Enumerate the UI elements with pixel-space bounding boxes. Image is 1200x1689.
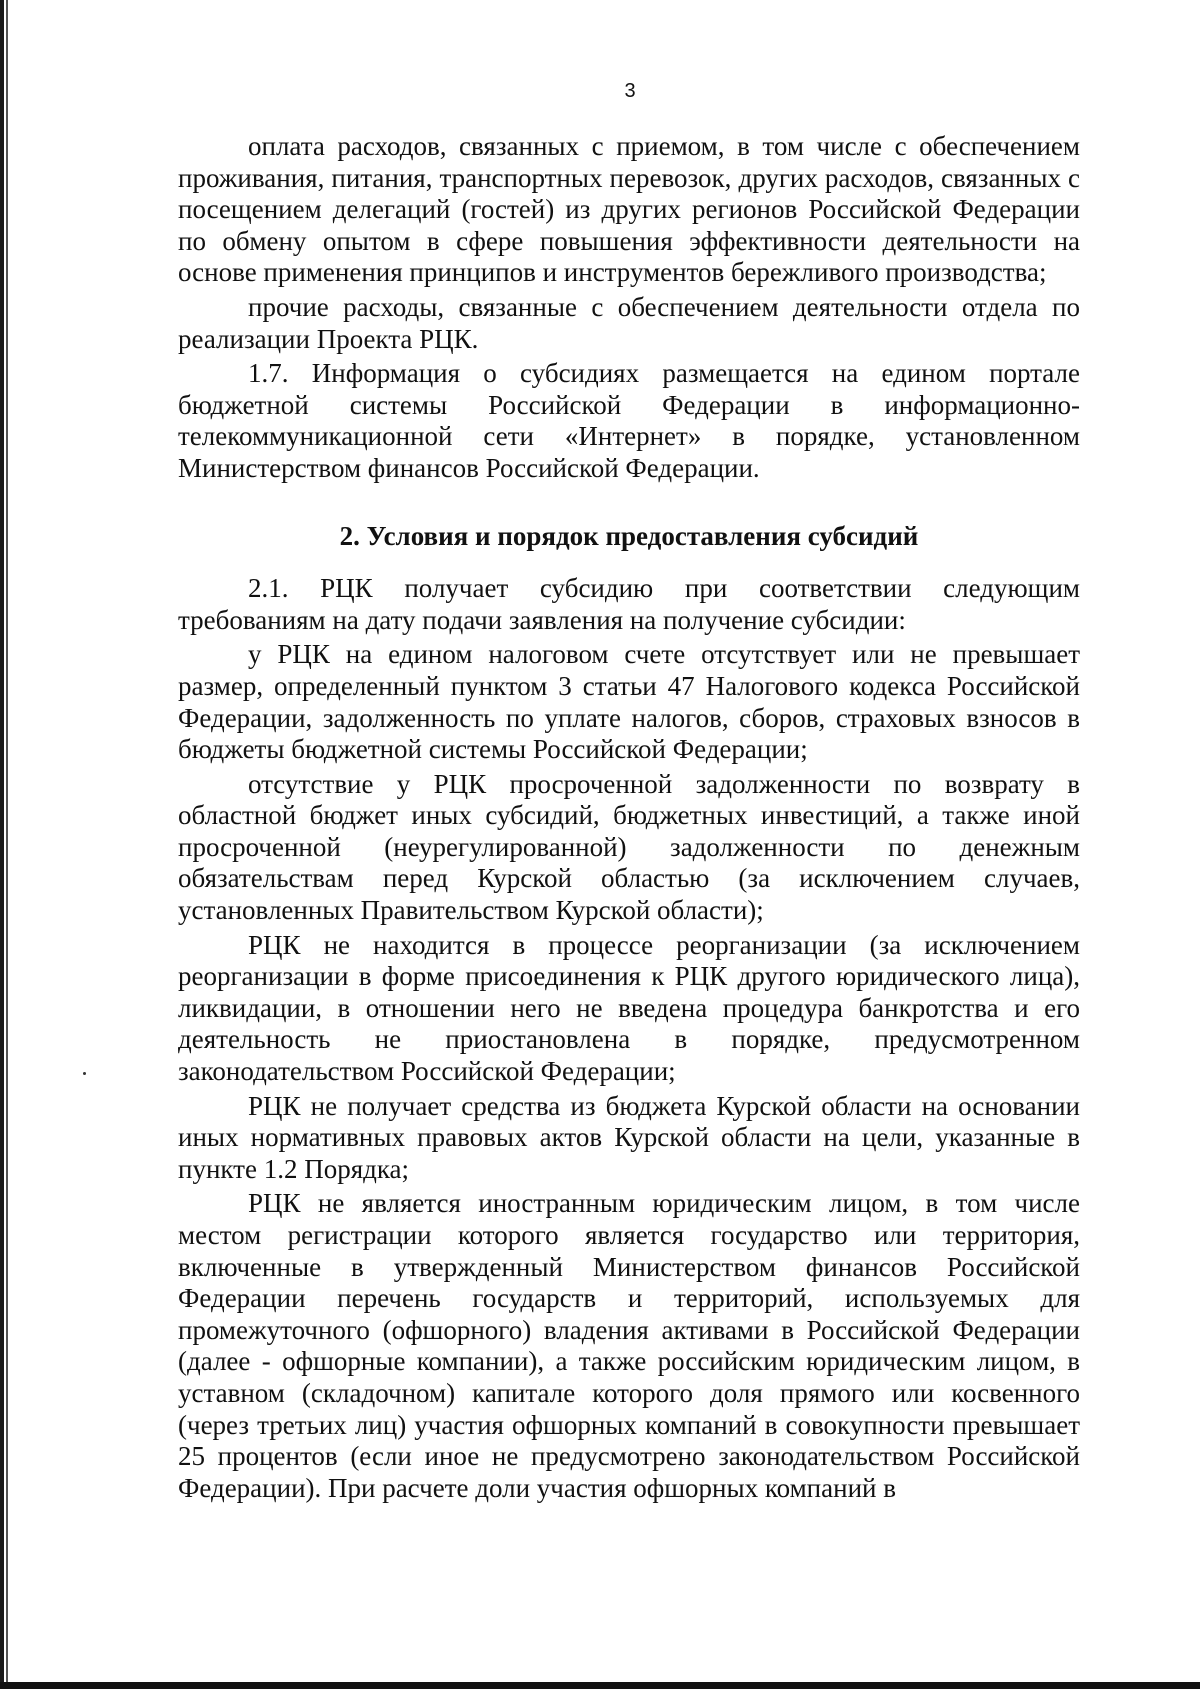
paragraph-2-1: 2.1. РЦК получает субсидию при соответствии следующим требованиям на дату подачи заявления на получение субсидии: [178, 573, 1080, 635]
paragraph-no-other-funds: РЦК не получает средства из бюджета Курской области на основании иных нормативных правовых актов Курской области на цели, указанные в пункте 1.2 Порядка; [178, 1090, 1080, 1184]
scan-speck [83, 1072, 86, 1075]
paragraph-other-expenses: прочие расходы, связанные с обеспечением деятельности отдела по реализации Проекта РЦК. [178, 291, 1080, 354]
paragraph-not-foreign-entity: РЦК не является иностранным юридическим лицом, в том числе местом регистрации которого является государство или территория, включенные в утвержденный Министерством финансов Российской Федерации перечень государств и территорий, используемых для промежуточного (офшорного) владения активами в Российской Федерации (далее - офшорные компании), а также российским юридическим лицом, в уставном (складочном) капитале которого доля прямого или косвенного (через третьих лиц) участия офшорных компаний в совокупности превышает 25 процентов (если иное не предусмотрено законодательством Российской Федерации). При расчете доли участия офшорных компаний в [178, 1188, 1080, 1503]
paragraph-tax-account: у РЦК на едином налоговом счете отсутствует или не превышает размер, определенный пунктом 3 статьи 47 Налогового кодекса Российской Федерации, задолженность по уплате налогов, сборов, страховых взносов в бюджеты бюджетной системы Российской Федерации; [178, 639, 1080, 765]
paragraph-no-reorganization: РЦК не находится в процессе реорганизации (за исключением реорганизации в форме присоединения к РЦК другого юридического лица), ликвидации, в отношении него не введена процедура банкротства и его деятельность не приостановлена в порядке, предусмотренном законодательством Российской Федерации; [178, 929, 1080, 1087]
scan-edge-left-inner [6, 0, 8, 1689]
scan-edge-bottom [0, 1682, 1200, 1689]
page-number: 3 [624, 80, 636, 102]
paragraph-expenses-reception: оплата расходов, связанных с приемом, в том числе с обеспечением проживания, питания, транспортных перевозок, других расходов, связанных с посещением делегаций (гостей) из других регионов Российской Федерации по обмену опытом в сфере повышения эффективности деятельности на основе применения принципов и инструментов бережливого производства; [178, 131, 1080, 288]
paragraph-no-overdue-debt: отсутствие у РЦК просроченной задолженности по возврату в областной бюджет иных субсидий, бюджетных инвестиций, а также иной просроченной (неурегулированной) задолженности по денежным обязательствам перед Курской областью (за исключением случаев, установленных Правительством Курской области); [178, 768, 1080, 926]
scan-edge-left [0, 0, 4, 1689]
paragraph-1-7: 1.7. Информация о субсидиях размещается на едином портале бюджетной системы Российской Федерации в информационно-телекоммуникационной сети «Интернет» в порядке, установленном Министерством финансов Российской Федерации. [178, 358, 1080, 483]
section-heading: 2. Условия и порядок предоставления субсидий [339, 520, 919, 551]
document-body [178, 131, 1080, 1504]
